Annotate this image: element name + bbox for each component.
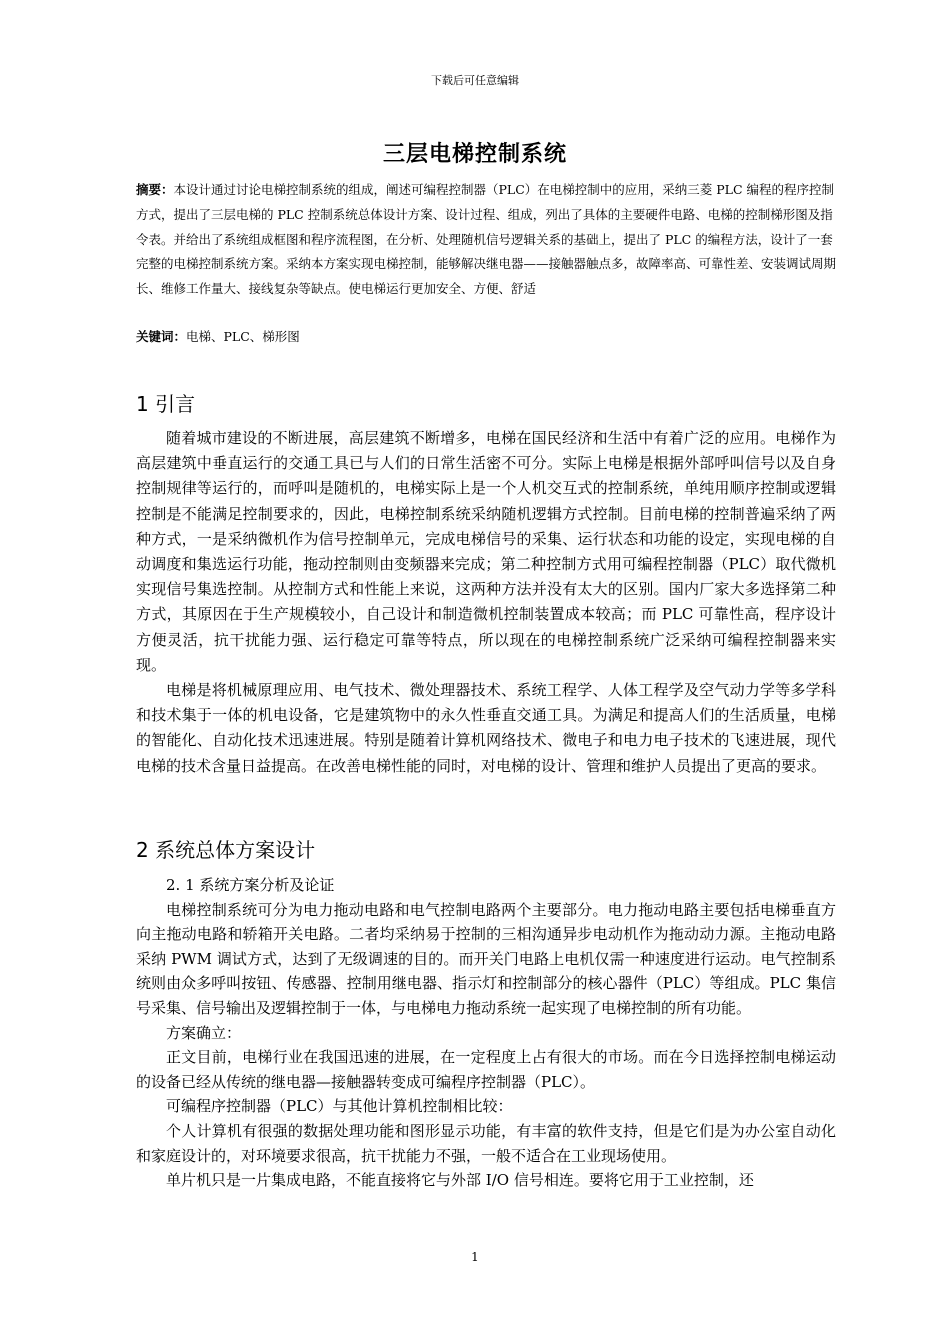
paragraph: 电梯控制系统可分为电力拖动电路和电气控制电路两个主要部分。电力拖动电路主要包括电梯垂直方向主拖动电路和轿箱开关电路。二者均采纳易于控制的三相沟通异步电动机作为拖动动力源。主拖动电路采纳 PWM 调试方式，达到了无级调速的目的。而开关门电路上电机仅需一种速度进行运动。电气控制系统则由众多呼叫按钮、传感器、控制用继电器、指示灯和控制部分的核心器件（PLC）等组成。PLC 集信号采集、信号输出及逻辑控制于一体，与电梯电力拖动系统一起实现了电梯控制的所有功能。 (136, 900, 836, 1017)
page-number: 1 (471, 1250, 479, 1264)
section-heading-system-design: 2 系统总体方案设计 (136, 838, 316, 862)
paragraph: 正文目前，电梯行业在我国迅速的进展，在一定程度上占有很大的市场。而在今日选择控制电梯运动的设备已经从传统的继电器—接触器转变成可编程序控制器（PLC）。 (136, 1048, 836, 1091)
document-title: 三层电梯控制系统 (382, 142, 567, 167)
section-intro-body (136, 426, 836, 779)
paragraph: 单片机只是一片集成电路，不能直接将它与外部 I/O 信号相连。要将它用于工业控制，还 (166, 1171, 754, 1190)
paragraph: 方案确立： (166, 1023, 242, 1042)
abstract-label: 摘要： (136, 182, 174, 197)
keywords-label: 关键词： (136, 329, 187, 344)
subheading: 2. 1 系统方案分析及论证 (166, 876, 335, 894)
paragraph: 个人计算机有很强的数据处理功能和图形显示功能，有丰富的软件支持，但是它们是为办公室自动化和家庭设计的，对环境要求很高，抗干扰能力不强，一般不适合在工业现场使用。 (136, 1121, 836, 1165)
paragraph: 随着城市建设的不断进展，高层建筑不断增多，电梯在国民经济和生活中有着广泛的应用。电梯作为高层建筑中垂直运行的交通工具已与人们的日常生活密不可分。实际上电梯是根据外部呼叫信号以及自身控制规律等运行的，而呼叫是随机的，电梯实际上是一个人机交互式的控制系统，单纯用顺序控制或逻辑控制是不能满足控制要求的，因此，电梯控制系统采纳随机逻辑方式控制。目前电梯的控制普遍采纳了两种方式，一是采纳微机作为信号控制单元，完成电梯信号的采集、运行状态和功能的设定，实现电梯的自动调度和集选运行功能，拖动控制则由变频器来完成；第二种控制方式用可编程控制器（PLC）取代微机实现信号集选控制。从控制方式和性能上来说，这两种方法并没有太大的区别。国内厂家大多选择第二种方式，其原因在于生产规模较小，自己设计和制造微机控制装置成本较高；而 PLC 可靠性高，程序设计方便灵活，抗干扰能力强、运行稳定可靠等特点，所以现在的电梯控制系统广泛采纳可编程控制器来实现。 (136, 429, 836, 674)
header-note: 下载后可任意编辑 (431, 74, 519, 87)
keywords-text: 电梯、PLC、梯形图 (186, 329, 300, 344)
abstract (136, 178, 836, 302)
section-system-body (136, 873, 836, 1193)
keywords (136, 326, 836, 348)
abstract-text: 本设计通过讨论电梯控制系统的组成，阐述可编程控制器（PLC）在电梯控制中的应用，采纳三菱 PLC 编程的程序控制方式，提出了三层电梯的 PLC 控制系统总体设计方案、设计过程、组成，列出了具体的主要硬件电路、电梯的控制梯形图及指令表。并给出了系统组成框图和程序流程图，在分析、处理随机信号逻辑关系的基础上，提出了 PLC 的编程方法，设计了一套完整的电梯控制系统方案。采纳本方案实现电梯控制，能够解决继电器——接触器触点多，故障率高、可靠性差、安装调试周期长、维修工作量大、接线复杂等缺点。使电梯运行更加安全、方便、舒适 (136, 182, 837, 297)
paragraph: 可编程序控制器（PLC）与其他计算机控制相比较： (166, 1097, 513, 1116)
section-heading-intro: 1 引言 (136, 392, 196, 416)
paragraph: 电梯是将机械原理应用、电气技术、微处理器技术、系统工程学、人体工程学及空气动力学等多学科和技术集于一体的机电设备，它是建筑物中的永久性垂直交通工具。为满足和提高人们的生活质量，电梯的智能化、自动化技术迅速进展。特别是随着计算机网络技术、微电子和电力电子技术的飞速进展，现代电梯的技术含量日益提高。在改善电梯性能的同时，对电梯的设计、管理和维护人员提出了更高的要求。 (136, 681, 836, 775)
